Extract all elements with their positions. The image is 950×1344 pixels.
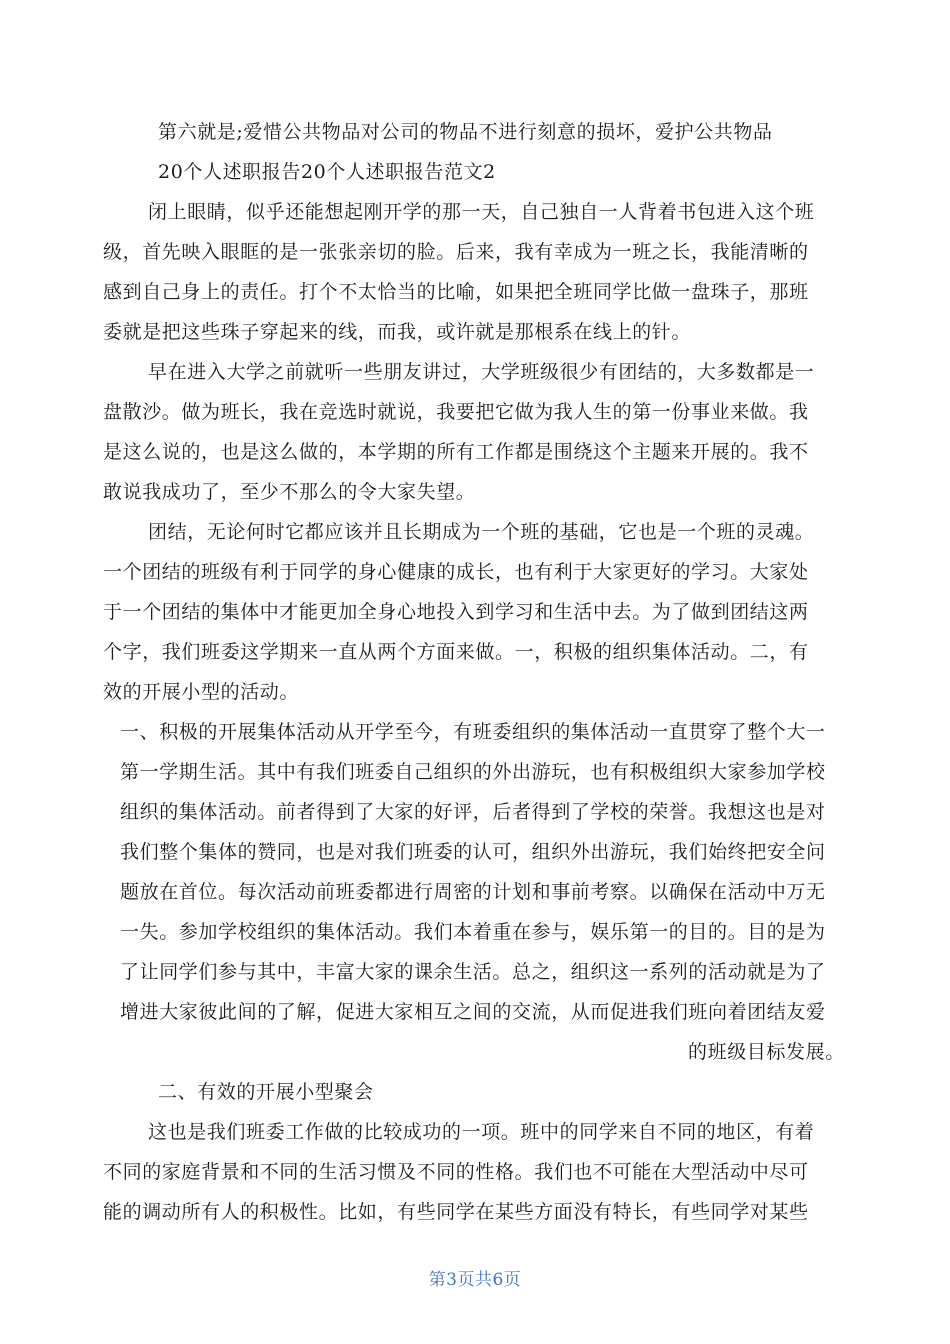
- paragraph-line: 早在进入大学之前就听一些朋友讲过，大学班级很少有团结的，大多数都是一: [148, 361, 815, 383]
- section-heading: 二、有效的开展小型聚会: [158, 1081, 374, 1103]
- paragraph-line: 团结，无论何时它都应该并且长期成为一个班的基础，它也是一个班的灵魂。: [148, 521, 815, 543]
- paragraph-line: 于一个团结的集体中才能更加全身心地投入到学习和生活中去。为了做到团结这两: [103, 601, 809, 623]
- paragraph-line: 不同的家庭背景和不同的生活习惯及不同的性格。我们也不可能在大型活动中尽可: [103, 1161, 809, 1183]
- paragraph-line: 第六就是;爱惜公共物品对公司的物品不进行刻意的损坏，爱护公共物品: [158, 121, 773, 143]
- paragraph-line: 感到自己身上的责任。打个不太恰当的比喻，如果把全班同学比做一盘珠子，那班: [103, 281, 809, 303]
- paragraph-line: 效的开展小型的活动。: [103, 681, 300, 703]
- paragraph-line: 第一学期生活。其中有我们班委自己组织的外出游玩，也有积极组织大家参加学校: [120, 761, 826, 783]
- paragraph-line: 一失。参加学校组织的集体活动。我们本着重在参与，娱乐第一的目的。目的是为: [120, 921, 826, 943]
- paragraph-line: 了让同学们参与其中，丰富大家的课余生活。总之，组织这一系列的活动就是为了: [120, 961, 826, 983]
- paragraph-line: 组织的集体活动。前者得到了大家的好评，后者得到了学校的荣誉。我想这也是对: [120, 801, 826, 823]
- paragraph-line: 的班级目标发展。: [688, 1041, 845, 1063]
- paragraph-line: 这也是我们班委工作做的比较成功的一项。班中的同学来自不同的地区，有着: [148, 1121, 815, 1143]
- paragraph-line: 能的调动所有人的积极性。比如，有些同学在某些方面没有特长，有些同学对某些: [103, 1201, 809, 1223]
- paragraph-line: 个字，我们班委这学期来一直从两个方面来做。一，积极的组织集体活动。二，有: [103, 641, 809, 663]
- paragraph-line: 一、积极的开展集体活动从开学至今，有班委组织的集体活动一直贯穿了整个大一: [120, 721, 826, 743]
- paragraph-line: 盘散沙。做为班长，我在竞选时就说，我要把它做为我人生的第一份事业来做。我: [103, 401, 809, 423]
- paragraph-line: 增进大家彼此间的了解，促进大家相互之间的交流，从而促进我们班向着团结友爱: [120, 1001, 826, 1023]
- paragraph-line: 题放在首位。每次活动前班委都进行周密的计划和事前考察。以确保在活动中万无: [120, 881, 826, 903]
- paragraph-line: 委就是把这些珠子穿起来的线，而我，或许就是那根系在线上的针。: [103, 321, 692, 343]
- paragraph-line: 我们整个集体的赞同，也是对我们班委的认可，组织外出游玩，我们始终把安全问: [120, 841, 826, 863]
- paragraph-line: 闭上眼睛，似乎还能想起刚开学的那一天，自己独自一人背着书包进入这个班: [148, 201, 815, 223]
- paragraph-line: 是这么说的，也是这么做的，本学期的所有工作都是围绕这个主题来开展的。我不: [103, 441, 809, 463]
- paragraph-line: 级，首先映入眼眶的是一张张亲切的脸。后来，我有幸成为一班之长，我能清晰的: [103, 241, 809, 263]
- paragraph-line: 敢说我成功了，至少不那么的令大家失望。: [103, 481, 476, 503]
- page-number-footer: 第3页共6页: [428, 1270, 522, 1290]
- paragraph-line: 一个团结的班级有利于同学的身心健康的成长，也有利于大家更好的学习。大家处: [103, 561, 809, 583]
- section-heading: 20个人述职报告20个人述职报告范文2: [158, 161, 496, 183]
